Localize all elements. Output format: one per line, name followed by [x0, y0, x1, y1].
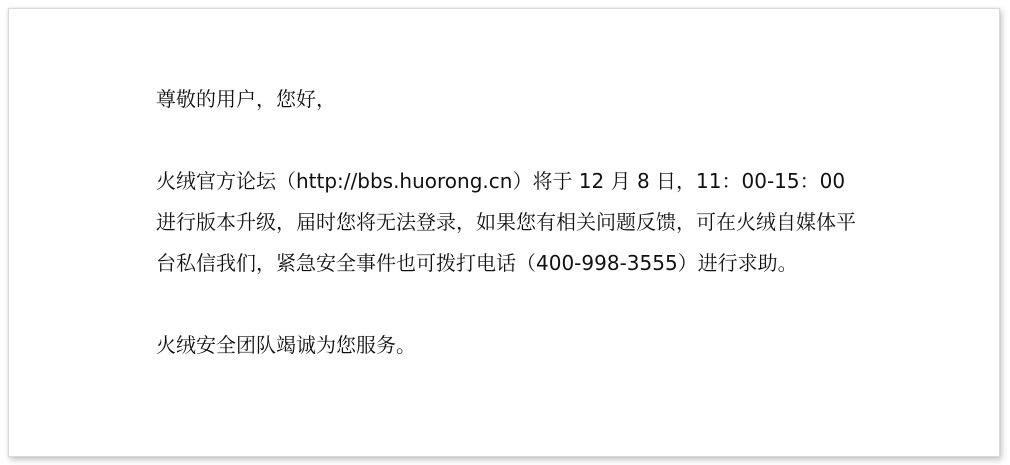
- notice-card: [8, 8, 1000, 457]
- paragraph-spacer: [156, 120, 868, 161]
- closing-text: 火绒安全团队竭诚为您服务。: [156, 333, 416, 357]
- notice-body-text: 火绒官方论坛（http://bbs.huorong.cn）将于 12 月 8 日，11：00-15：00 进行版本升级，届时您将无法登录，如果您有相关问题反馈，可在火绒自媒体平台私信我们，紧急安全事件也可拨打电话（400-998-3555）进行求助。: [156, 169, 856, 275]
- paragraph-spacer: [156, 284, 868, 325]
- greeting-text: 尊敬的用户，您好，: [156, 87, 336, 111]
- maintenance-notice: [156, 79, 868, 366]
